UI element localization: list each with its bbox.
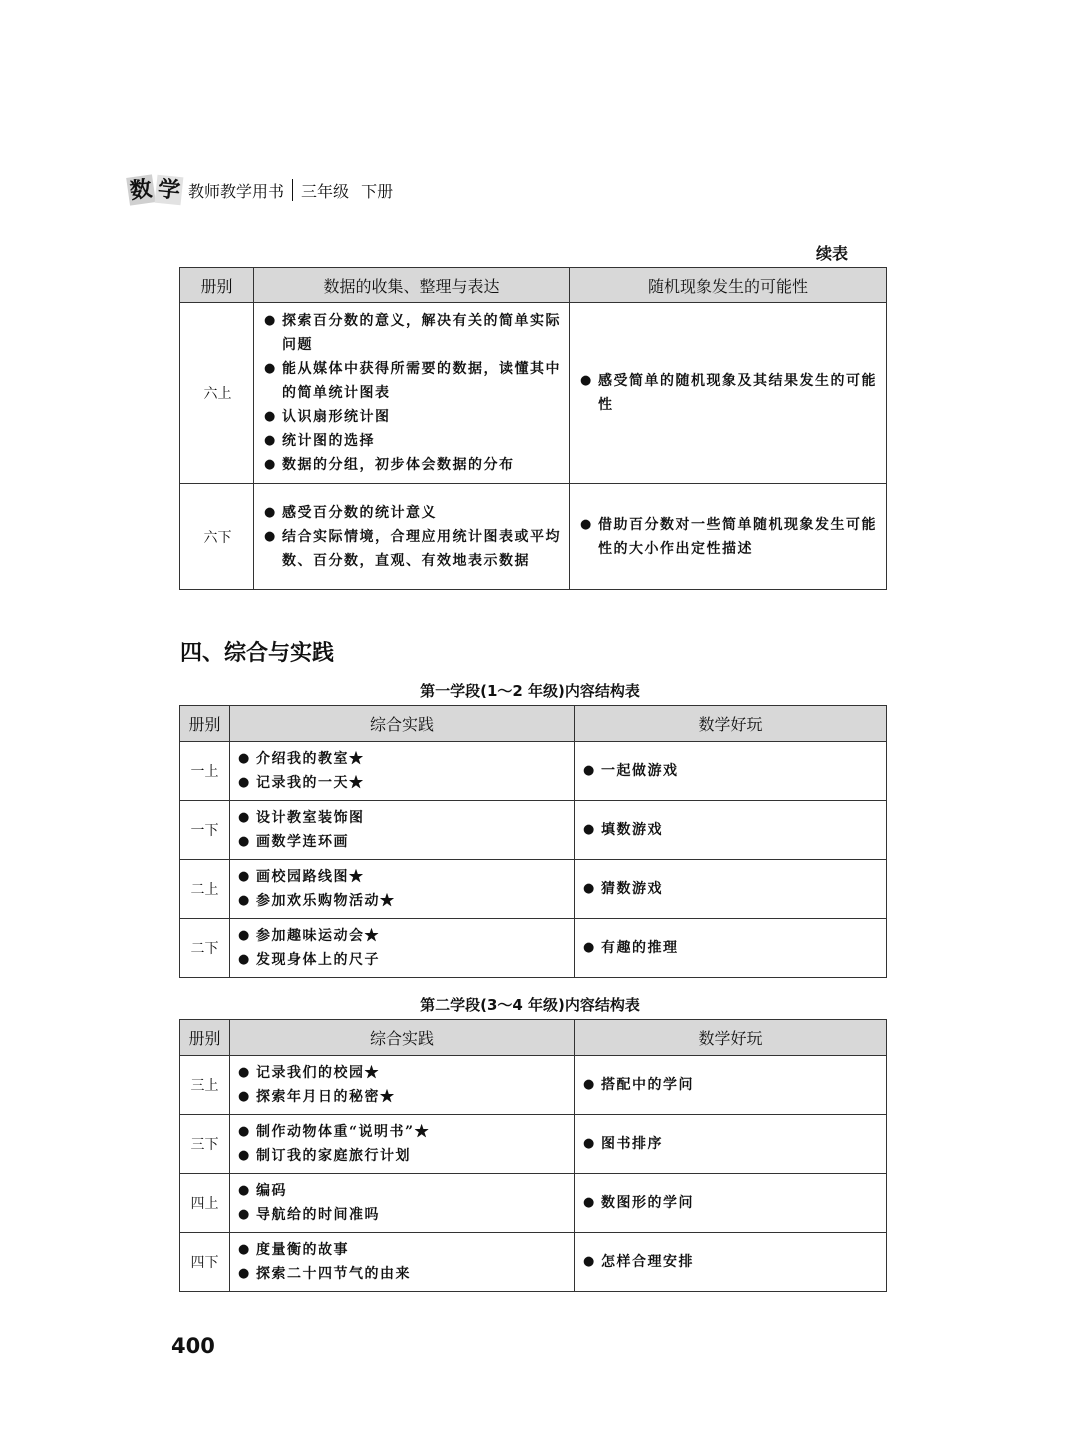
content-cell [230,1233,575,1292]
content-cell [254,484,570,590]
bullet-list [238,806,566,854]
table-row [180,801,887,860]
bullet-list [238,924,566,972]
bullet-list [580,513,878,561]
list-item: ● 记录我们的校园★ [238,1061,566,1085]
bullet-list [580,369,878,417]
volume-cell: 四下 [180,1233,230,1292]
content-cell [575,1233,887,1292]
stage-1-structure-table [179,705,887,978]
list-item: ● 猜数游戏 [583,877,878,901]
bullet-list [238,1238,566,1286]
list-item: ● 探索年月日的秘密★ [238,1085,566,1109]
table-header-row [180,706,887,742]
list-item: ● 设计教室装饰图 [238,806,566,830]
list-item: ● 有趣的推理 [583,936,878,960]
content-cell [254,303,570,484]
content-cell [230,1174,575,1233]
column-header-data-collection: 数据的收集、整理与表达 [254,268,570,303]
content-cell [230,742,575,801]
list-item: ● 探索二十四节气的由来 [238,1262,566,1286]
list-item: ● 统计图的选择 [264,429,561,453]
list-item: ● 借助百分数对一些简单随机现象发生可能性的大小作出定性描述 [580,513,878,561]
content-cell [575,1174,887,1233]
content-cell [230,919,575,978]
page-number: 400 [171,1334,215,1358]
table-row [180,742,887,801]
content-cell [230,801,575,860]
table-caption-stage-2: 第二学段(3～4 年级)内容结构表 [420,996,640,1014]
content-cell [570,484,887,590]
list-item: ● 探索百分数的意义，解决有关的简单实际问题 [264,309,561,357]
content-cell [575,801,887,860]
volume-cell: 一下 [180,801,230,860]
subject-logo [128,176,182,204]
table-row [180,484,887,590]
column-header-math-fun: 数学好玩 [575,706,887,742]
list-item: ● 记录我的一天★ [238,771,566,795]
bullet-list [264,501,561,573]
bullet-list [238,1179,566,1227]
content-cell [570,303,887,484]
column-header-volume: 册别 [180,1020,230,1056]
volume-cell: 四上 [180,1174,230,1233]
list-item: ● 怎样合理安排 [583,1250,878,1274]
running-header [128,174,393,206]
list-item: ● 参加趣味运动会★ [238,924,566,948]
list-item: ● 画校园路线图★ [238,865,566,889]
volume-cell: 六下 [180,484,254,590]
list-item: ● 参加欢乐购物活动★ [238,889,566,913]
list-item: ● 介绍我的教室★ [238,747,566,771]
table-header-row [180,1020,887,1056]
bullet-list [264,309,561,477]
column-header-volume: 册别 [180,706,230,742]
stage-2-structure-table [179,1019,887,1292]
bullet-list [583,818,878,842]
logo-char-2: 学 [155,175,184,206]
table-row [180,1115,887,1174]
table-caption-stage-1: 第一学段(1～2 年级)内容结构表 [420,682,640,700]
bullet-list [583,1132,878,1156]
content-cell [575,742,887,801]
list-item: ● 数据的分组，初步体会数据的分布 [264,453,561,477]
volume-cell: 一上 [180,742,230,801]
content-cell [230,1115,575,1174]
bullet-list [583,1073,878,1097]
table-row [180,919,887,978]
content-cell [575,860,887,919]
volume-cell: 三下 [180,1115,230,1174]
table-row [180,1174,887,1233]
volume-cell: 六上 [180,303,254,484]
list-item: ● 能从媒体中获得所需要的数据，读懂其中的简单统计图表 [264,357,561,405]
section-title: 四、综合与实践 [180,641,335,666]
list-item: ● 感受百分数的统计意义 [264,501,561,525]
bullet-list [238,747,566,795]
column-header-volume: 册别 [180,268,254,303]
table-row [180,860,887,919]
volume-cell: 二上 [180,860,230,919]
bullet-list [583,877,878,901]
table-row [180,303,887,484]
grade-label: 三年级 [301,181,350,201]
list-item: ● 搭配中的学问 [583,1073,878,1097]
table-header-row [180,268,887,303]
list-item: ● 度量衡的故事 [238,1238,566,1262]
list-item: ● 感受简单的随机现象及其结果发生的可能性 [580,369,878,417]
list-item: ● 一起做游戏 [583,759,878,783]
bullet-list [583,759,878,783]
table-row [180,1233,887,1292]
list-item: ● 编码 [238,1179,566,1203]
bullet-list [583,936,878,960]
book-title: 教师教学用书 [188,181,285,201]
content-cell [230,860,575,919]
bullet-list [583,1191,878,1215]
list-item: ● 制作动物体重“说明书”★ [238,1120,566,1144]
table-row [180,1056,887,1115]
list-item: ● 图书排序 [583,1132,878,1156]
list-item: ● 导航给的时间准吗 [238,1203,566,1227]
content-cell [575,919,887,978]
list-item: ● 填数游戏 [583,818,878,842]
list-item: ● 画数学连环画 [238,830,566,854]
content-cell [575,1056,887,1115]
column-header-practice: 综合实践 [230,706,575,742]
bullet-list [238,1120,566,1168]
list-item: ● 制订我的家庭旅行计划 [238,1144,566,1168]
volume-cell: 三上 [180,1056,230,1115]
logo-char-1: 数 [126,174,156,205]
list-item: ● 结合实际情境，合理应用统计图表或平均数、百分数，直观、有效地表示数据 [264,525,561,573]
header-divider [292,179,293,201]
continued-table-label: 续表 [815,244,848,263]
statistics-probability-table [179,267,887,590]
content-cell [575,1115,887,1174]
column-header-math-fun: 数学好玩 [575,1020,887,1056]
bullet-list [238,1061,566,1109]
column-header-practice: 综合实践 [230,1020,575,1056]
content-cell [230,1056,575,1115]
column-header-probability: 随机现象发生的可能性 [570,268,887,303]
list-item: ● 发现身体上的尺子 [238,948,566,972]
bullet-list [238,865,566,913]
list-item: ● 数图形的学问 [583,1191,878,1215]
bullet-list [583,1250,878,1274]
list-item: ● 认识扇形统计图 [264,405,561,429]
term-label: 下册 [361,181,394,201]
volume-cell: 二下 [180,919,230,978]
